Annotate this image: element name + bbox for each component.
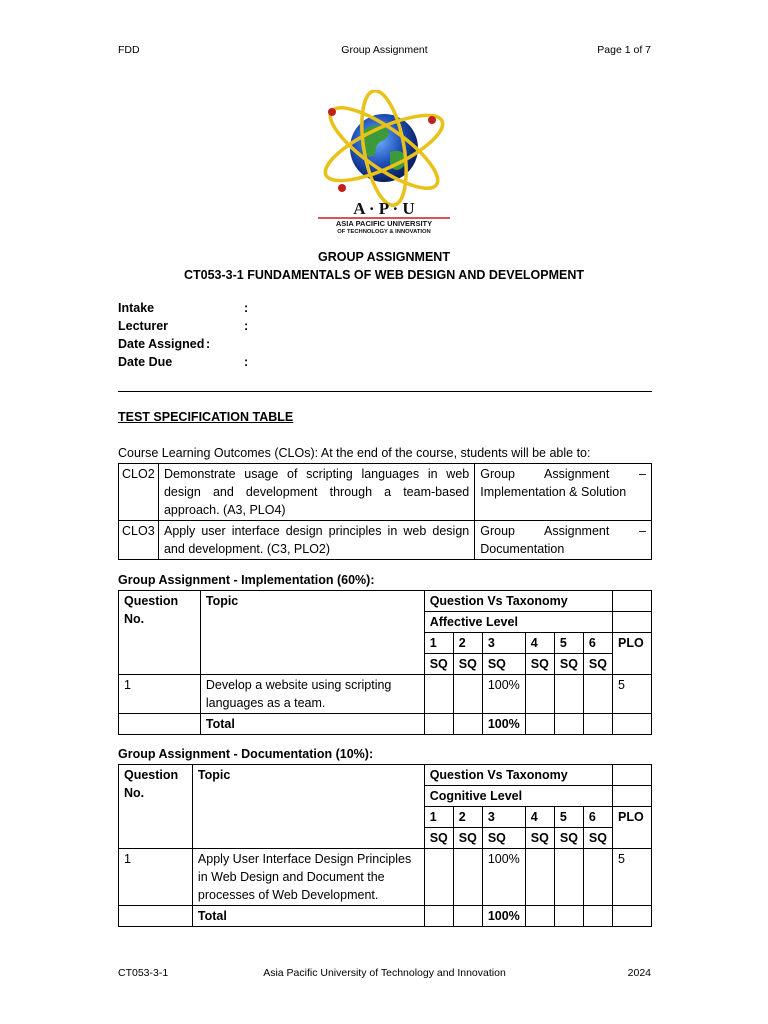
- level-number: 3: [482, 633, 525, 654]
- level-number: 1: [424, 633, 453, 654]
- documentation-table: [118, 764, 652, 927]
- empty-cell: [583, 714, 612, 735]
- sq-label: SQ: [525, 654, 554, 675]
- empty-cell: [424, 675, 453, 714]
- header-question-no: Question No.: [119, 765, 193, 849]
- level-number: 5: [554, 807, 583, 828]
- level-number: 4: [525, 633, 554, 654]
- footer-year: 2024: [627, 967, 651, 979]
- header-level: Cognitive Level: [424, 786, 612, 807]
- info-label: Intake: [118, 301, 155, 315]
- footer-university: Asia Pacific University of Technology and Innovation: [263, 967, 506, 979]
- clo-assessment: [475, 521, 652, 560]
- empty-cell: [612, 612, 651, 633]
- section-heading-implementation: Group Assignment - Implementation (60%):: [118, 573, 375, 587]
- sq-label: SQ: [424, 654, 453, 675]
- clo-table: [118, 463, 652, 560]
- header-plo: PLO: [612, 807, 651, 849]
- page-header: [118, 44, 651, 60]
- clo-assessment: [475, 464, 652, 521]
- empty-cell: [583, 675, 612, 714]
- info-label: Date Assigned: [118, 337, 205, 351]
- table-row: [119, 464, 652, 521]
- clo-description: Demonstrate usage of scripting languages in web design and development through a team-based approach. (A3, PLO4): [158, 464, 474, 521]
- logo-line2: OF TECHNOLOGY & INNOVATION: [337, 229, 431, 235]
- implementation-table: [118, 590, 652, 735]
- plo-cell: 5: [612, 849, 651, 906]
- empty-cell: [424, 714, 453, 735]
- clo-code: CLO2: [119, 464, 159, 521]
- divider: [118, 391, 652, 392]
- table-row: [119, 714, 652, 735]
- table-row: [119, 591, 652, 612]
- empty-cell: [525, 906, 554, 927]
- empty-cell: [612, 591, 651, 612]
- level-number: 2: [453, 633, 482, 654]
- header-question-vs-taxonomy: Question Vs Taxonomy: [424, 591, 612, 612]
- empty-cell: [453, 906, 482, 927]
- level-number: 6: [583, 633, 612, 654]
- info-colon: :: [244, 319, 249, 333]
- empty-cell: [119, 906, 193, 927]
- clo-assessment-line1: Group Assignment –: [480, 467, 646, 481]
- total-label: Total: [200, 714, 424, 735]
- clo-code: CLO3: [119, 521, 159, 560]
- sq-label: SQ: [583, 654, 612, 675]
- sq-label: SQ: [482, 828, 525, 849]
- clo-description: Apply user interface design principles in web design and development. (C3, PLO2): [158, 521, 474, 560]
- level-number: 2: [453, 807, 482, 828]
- header-page-number: Page 1 of 7: [597, 44, 651, 56]
- section-heading-tst: TEST SPECIFICATION TABLE: [118, 410, 294, 424]
- header-question-no: Question No.: [119, 591, 201, 675]
- info-label: Date Due: [118, 355, 173, 369]
- table-row: [119, 675, 652, 714]
- clo-assessment-line2: Documentation: [480, 542, 565, 556]
- clo-assessment-line1: Group Assignment –: [480, 524, 646, 538]
- empty-cell: [583, 849, 612, 906]
- empty-cell: [612, 765, 651, 786]
- clo-intro: Course Learning Outcomes (CLOs): At the end of the course, students will be able to:: [118, 446, 591, 460]
- logo-letters: A · P · U: [353, 199, 415, 218]
- info-row-date-assigned: [118, 337, 418, 355]
- empty-cell: [525, 849, 554, 906]
- sq-label: SQ: [554, 828, 583, 849]
- empty-cell: [612, 906, 651, 927]
- level-number: 4: [525, 807, 554, 828]
- sq-label: SQ: [583, 828, 612, 849]
- empty-cell: [612, 714, 651, 735]
- info-row-intake: [118, 301, 418, 319]
- level-number: 6: [583, 807, 612, 828]
- empty-cell: [424, 849, 453, 906]
- sq-label: SQ: [482, 654, 525, 675]
- section-heading-documentation: Group Assignment - Documentation (10%):: [118, 747, 374, 761]
- empty-cell: [525, 675, 554, 714]
- topic-cell: Develop a website using scripting languages as a team.: [200, 675, 424, 714]
- document-title: [0, 248, 768, 284]
- empty-cell: [119, 714, 201, 735]
- header-plo: PLO: [612, 633, 651, 675]
- empty-cell: [554, 906, 583, 927]
- question-number: 1: [119, 675, 201, 714]
- clo-assessment-line2: Implementation & Solution: [480, 485, 627, 499]
- level-number: 5: [554, 633, 583, 654]
- sq-label: SQ: [424, 828, 453, 849]
- logo-line1: ASIA PACIFIC UNIVERSITY: [335, 219, 433, 228]
- percentage-cell: 100%: [482, 849, 525, 906]
- sq-label: SQ: [525, 828, 554, 849]
- level-number: 1: [424, 807, 453, 828]
- info-colon: :: [244, 355, 249, 369]
- header-left: FDD: [118, 44, 140, 56]
- page-footer: [118, 967, 651, 983]
- header-level: Affective Level: [424, 612, 612, 633]
- empty-cell: [612, 786, 651, 807]
- info-colon: :: [206, 337, 211, 351]
- empty-cell: [453, 714, 482, 735]
- table-row: [119, 521, 652, 560]
- table-row: [119, 906, 652, 927]
- info-row-lecturer: [118, 319, 418, 337]
- header-center: Group Assignment: [341, 44, 428, 56]
- total-label: Total: [192, 906, 424, 927]
- level-number: 3: [482, 807, 525, 828]
- empty-cell: [554, 675, 583, 714]
- empty-cell: [424, 906, 453, 927]
- footer-course-code: CT053-3-1: [118, 967, 169, 979]
- topic-cell: Apply User Interface Design Principles in Web Design and Document the processes of Web Development.: [192, 849, 424, 906]
- sq-label: SQ: [453, 654, 482, 675]
- title-line1: GROUP ASSIGNMENT: [318, 250, 450, 264]
- assignment-info: [118, 301, 418, 373]
- info-colon: :: [244, 301, 249, 315]
- title-line2: CT053-3-1 FUNDAMENTALS OF WEB DESIGN AND DEVELOPMENT: [183, 268, 585, 282]
- sq-label: SQ: [554, 654, 583, 675]
- empty-cell: [453, 849, 482, 906]
- percentage-cell: 100%: [482, 675, 525, 714]
- sq-label: SQ: [453, 828, 482, 849]
- header-topic: Topic: [192, 765, 424, 849]
- info-row-date-due: [118, 355, 418, 373]
- header-topic: Topic: [200, 591, 424, 675]
- plo-cell: 5: [612, 675, 651, 714]
- total-percentage: 100%: [482, 714, 525, 735]
- table-row: [119, 849, 652, 906]
- empty-cell: [453, 675, 482, 714]
- question-number: 1: [119, 849, 193, 906]
- header-question-vs-taxonomy: Question Vs Taxonomy: [424, 765, 612, 786]
- info-label: Lecturer: [118, 319, 169, 333]
- total-percentage: 100%: [482, 906, 525, 927]
- empty-cell: [583, 906, 612, 927]
- apu-logo: [312, 90, 457, 236]
- empty-cell: [554, 849, 583, 906]
- table-row: [119, 765, 652, 786]
- empty-cell: [554, 714, 583, 735]
- empty-cell: [525, 714, 554, 735]
